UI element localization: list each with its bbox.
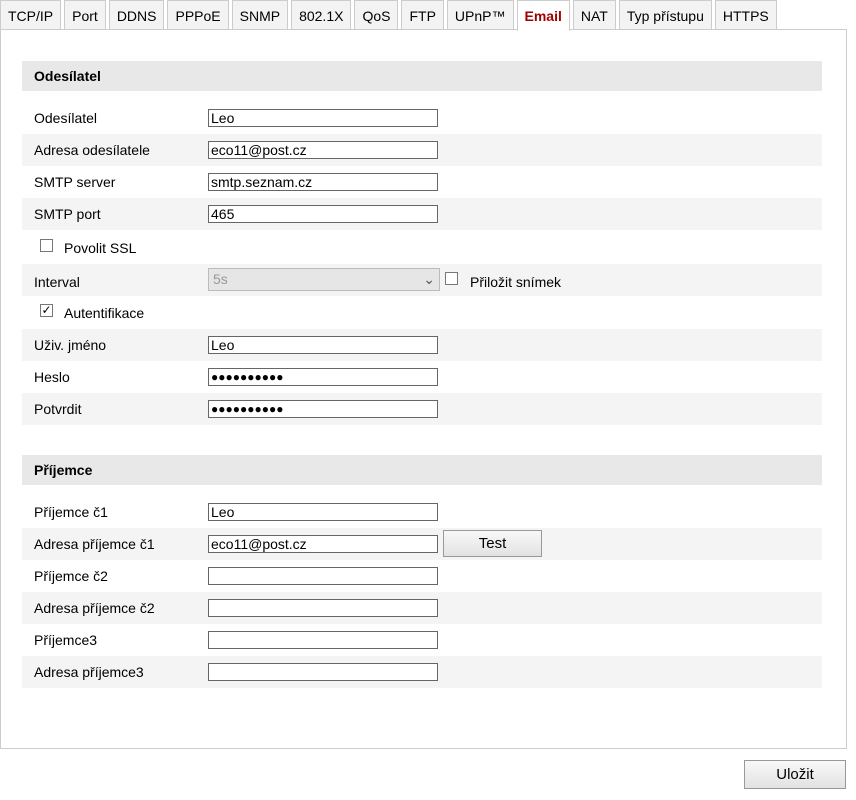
username-input[interactable]: Leo — [208, 336, 438, 354]
ssl-label: Povolit SSL — [64, 240, 137, 256]
interval-label: Interval — [34, 274, 80, 290]
recipient2-name-input[interactable] — [208, 567, 438, 585]
test-button[interactable]: Test — [443, 530, 542, 557]
sender-address-input[interactable]: eco11@post.cz — [208, 141, 438, 159]
smtp-port-row — [22, 198, 822, 230]
recipient1-address-label: Adresa příjemce č1 — [34, 536, 155, 552]
recipient2-address-input[interactable] — [208, 599, 438, 617]
sender-name-label: Odesílatel — [34, 110, 98, 126]
recipient1-name-label: Příjemce č1 — [34, 504, 108, 520]
recipient1-name-input[interactable]: Leo — [208, 503, 438, 521]
save-button[interactable]: Uložit — [744, 760, 846, 789]
tab-https[interactable]: HTTPS — [715, 0, 777, 29]
auth-label: Autentifikace — [64, 305, 145, 321]
recipient-row — [22, 528, 822, 560]
recipient-row — [22, 592, 822, 624]
tab-pppoe[interactable]: PPPoE — [167, 0, 228, 29]
smtp-server-input[interactable]: smtp.seznam.cz — [208, 173, 438, 191]
ssl-checkbox[interactable] — [40, 239, 53, 252]
sender-name-row — [22, 102, 822, 134]
recipient-row — [22, 496, 822, 528]
username-label: Uživ. jméno — [34, 337, 107, 353]
recipient3-address-label: Adresa příjemce3 — [34, 664, 144, 680]
tab-access-type[interactable]: Typ přístupu — [619, 0, 712, 29]
tab-8021x[interactable]: 802.1X — [291, 0, 351, 29]
tab-tcpip[interactable]: TCP/IP — [0, 0, 61, 29]
interval-select[interactable] — [208, 268, 440, 291]
confirm-label: Potvrdit — [34, 401, 82, 417]
tab-ddns[interactable]: DDNS — [109, 0, 165, 29]
tab-snmp[interactable]: SNMP — [232, 0, 288, 29]
sender-address-row — [22, 134, 822, 166]
interval-row — [22, 264, 822, 296]
tab-upnp[interactable]: UPnP™ — [447, 0, 514, 29]
tab-bar — [0, 0, 780, 30]
tab-ftp[interactable]: FTP — [401, 0, 443, 29]
tab-qos[interactable]: QoS — [354, 0, 398, 29]
recipient1-address-input[interactable]: eco11@post.cz — [208, 535, 438, 553]
auth-row — [22, 297, 822, 329]
interval-value: 5s — [213, 271, 228, 287]
sender-section-header: Odesílatel — [22, 61, 822, 91]
tab-nat[interactable]: NAT — [573, 0, 616, 29]
password-row — [22, 361, 822, 393]
chevron-down-icon: ⌄ — [423, 271, 435, 287]
smtp-port-label: SMTP port — [34, 206, 101, 222]
sender-address-label: Adresa odesílatele — [34, 142, 150, 158]
smtp-server-label: SMTP server — [34, 174, 116, 190]
recipient-row — [22, 624, 822, 656]
check-icon: ✓ — [41, 303, 52, 317]
smtp-port-input[interactable]: 465 — [208, 205, 438, 223]
tab-email[interactable]: Email — [517, 0, 570, 31]
attach-snapshot-label: Přiložit snímek — [470, 274, 562, 290]
confirm-row — [22, 393, 822, 425]
recipient-section-header: Příjemce — [22, 455, 822, 485]
recipient2-name-label: Příjemce č2 — [34, 568, 108, 584]
auth-checkbox[interactable] — [40, 304, 53, 317]
recipient3-name-label: Příjemce3 — [34, 632, 98, 648]
recipient3-name-input[interactable] — [208, 631, 438, 649]
recipient2-address-label: Adresa příjemce č2 — [34, 600, 155, 616]
confirm-input[interactable]: ●●●●●●●●●● — [208, 400, 438, 418]
recipient-row — [22, 560, 822, 592]
ssl-row — [22, 232, 822, 264]
password-label: Heslo — [34, 369, 70, 385]
username-row — [22, 329, 822, 361]
attach-snapshot-checkbox[interactable] — [445, 272, 458, 285]
sender-name-input[interactable]: Leo — [208, 109, 438, 127]
recipient3-address-input[interactable] — [208, 663, 438, 681]
password-input[interactable]: ●●●●●●●●●● — [208, 368, 438, 386]
smtp-server-row — [22, 166, 822, 198]
recipient-row — [22, 656, 822, 688]
tab-port[interactable]: Port — [64, 0, 106, 29]
email-settings-panel — [0, 29, 847, 749]
